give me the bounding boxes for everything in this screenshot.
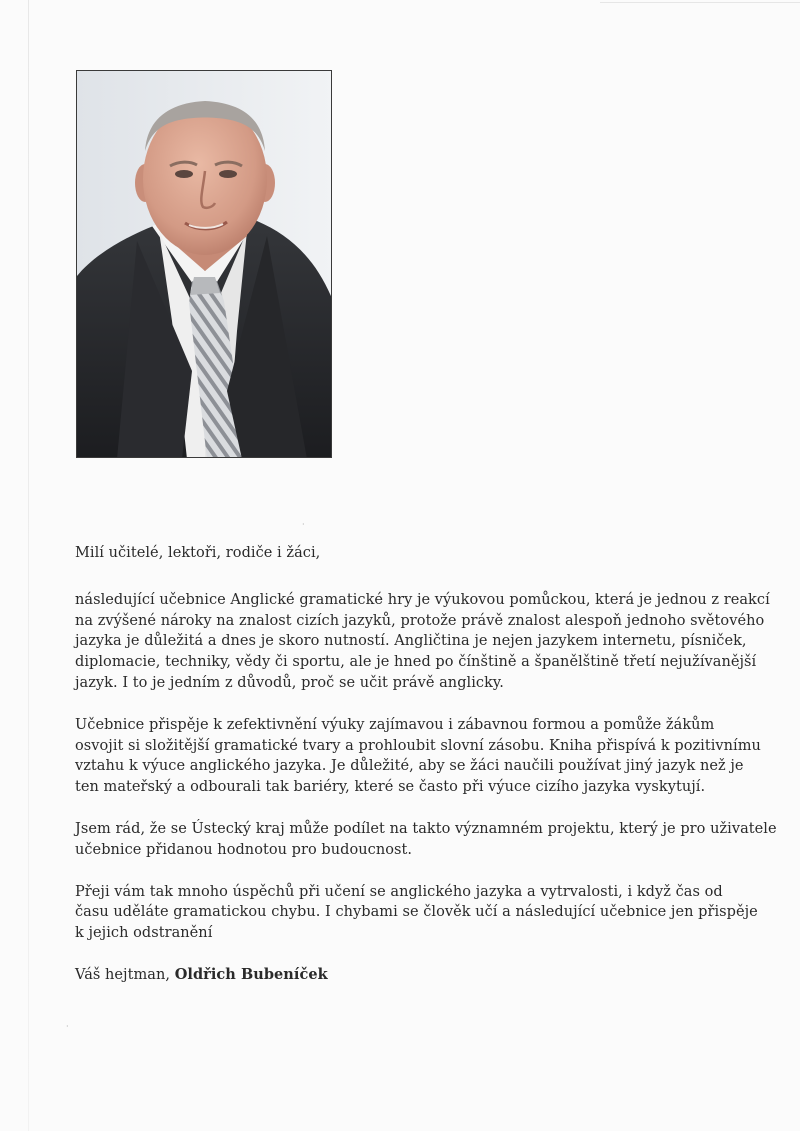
scan-edge-left [28,0,29,1131]
text-line: následující učebnice Anglické gramatické hry je výukovou pomůckou, která je jednou z reakcí [75,591,770,608]
text-line: diplomacie, techniky, vědy či sportu, ale je hned po čínštině a španělštině třetí nejužívanější [75,654,757,671]
scan-edge-top [600,2,800,3]
scan-speck: · [302,520,305,529]
letter-paragraph [75,882,758,944]
text-line: na zvýšené nároky na znalost cizích jazyků, protože právě znalost alespoň jednoho světového [75,612,765,629]
scan-speck: · [66,1022,69,1031]
signature-name: Oldřich Bubeníček [174,965,328,983]
letter-body [75,543,777,986]
letter-signature [75,965,755,986]
text-line: Učebnice přispěje k zefektivnění výuky zajímavou i zábavnou formou a pomůže žákům [75,716,715,733]
text-line: učebnice přidanou hodnotou pro budoucnost. [75,841,413,858]
text-line: jazyk. I to je jedním z důvodů, proč se učit právě anglicky. [75,674,504,691]
portrait-photo [76,70,332,458]
letter-salutation: Milí učitelé, lektoři, rodiče i žáci, [75,545,321,561]
text-line: k jejich odstranění [75,925,213,942]
text-line: ten mateřský a odbourali tak bariéry, které se často při výuce cizího jazyka vyskytují. [75,779,706,796]
letter-paragraph [75,715,761,798]
signature-prefix: Váš hejtman, [75,966,171,983]
text-line: Přeji vám tak mnoho úspěchů při učení se anglického jazyka a vytrvalosti, i když čas od [75,883,723,900]
text-line: času uděláte gramatickou chybu. I chybami se člověk učí a následující učebnice jen přispěje [75,904,758,921]
text-line: jazyka je důležitá a dnes je skoro nutností. Angličtina je nejen jazykem internetu, písniček, [75,633,747,650]
text-line: vztahu k výuce anglického jazyka. Je důležité, aby se žáci naučili používat jiný jazyk než je [75,758,744,775]
letter-paragraph [75,819,777,861]
text-line: osvojit si složitější gramatické tvary a prohloubit slovní zásobu. Kniha přispívá k pozitivnímu [75,737,761,754]
letter-paragraph [75,590,770,694]
text-line: Jsem rád, že se Ústecký kraj může podílet na takto významném projektu, který je pro uživatele [75,820,777,837]
